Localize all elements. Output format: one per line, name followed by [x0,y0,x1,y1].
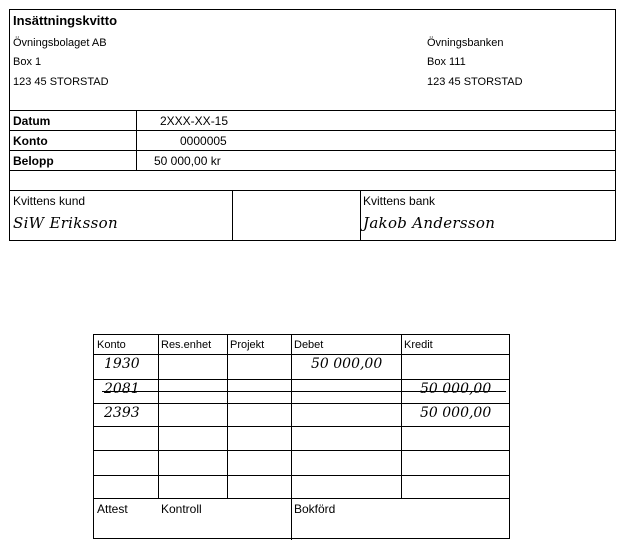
bank-signature: Jakob Andersson [363,214,496,232]
divider [10,130,615,131]
divider [10,190,615,191]
date-value: 2XXX-XX-15 [160,114,229,128]
divider [227,335,228,498]
bank-receipt-label: Kvittens bank [363,194,436,208]
divider [10,170,615,171]
row1-konto: 1930 [104,356,140,372]
footer-attest: Attest [97,502,128,516]
row2-konto: 2081 [104,381,140,397]
divider [136,110,137,170]
header-konto: Konto [97,339,126,351]
account-label: Konto [13,134,48,148]
footer-bokford: Bokförd [294,502,336,516]
customer-receipt-label: Kvittens kund [13,194,86,208]
row2-kredit: 50 000,00 [420,381,492,397]
accounting-table [93,334,510,539]
header-projekt: Projekt [230,339,265,351]
divider [94,450,509,451]
sender-name: Övningsbolaget AB [13,37,107,49]
row1-debet: 50 000,00 [311,356,383,372]
divider [94,498,509,499]
bank-city: 123 45 STORSTAD [427,76,523,88]
divider [360,190,361,241]
account-value: 0000005 [180,134,227,148]
strikethrough-line [102,391,506,392]
amount-value: 50 000,00 kr [154,154,221,168]
row3-kredit: 50 000,00 [420,405,492,421]
divider [10,110,615,111]
bank-name: Övningsbanken [427,37,504,49]
amount-label: Belopp [13,154,54,168]
divider [232,190,233,241]
divider [94,475,509,476]
deposit-receipt [9,9,616,241]
divider [94,426,509,427]
divider [10,150,615,151]
receipt-title: Insättningskvitto [13,13,118,28]
sender-city: 123 45 STORSTAD [13,76,109,88]
header-debet: Debet [294,339,324,351]
divider [94,354,509,355]
header-kredit: Kredit [404,339,433,351]
divider [94,379,509,380]
divider [94,403,509,404]
divider [291,335,292,540]
footer-kontroll: Kontroll [161,502,202,516]
sender-address: Box 1 [13,56,42,68]
customer-signature: SiW Eriksson [13,214,118,232]
divider [158,335,159,498]
row3-konto: 2393 [104,405,140,421]
date-label: Datum [13,114,51,128]
divider [401,335,402,498]
bank-address: Box 111 [427,56,466,68]
header-resenhet: Res.enhet [161,339,212,351]
